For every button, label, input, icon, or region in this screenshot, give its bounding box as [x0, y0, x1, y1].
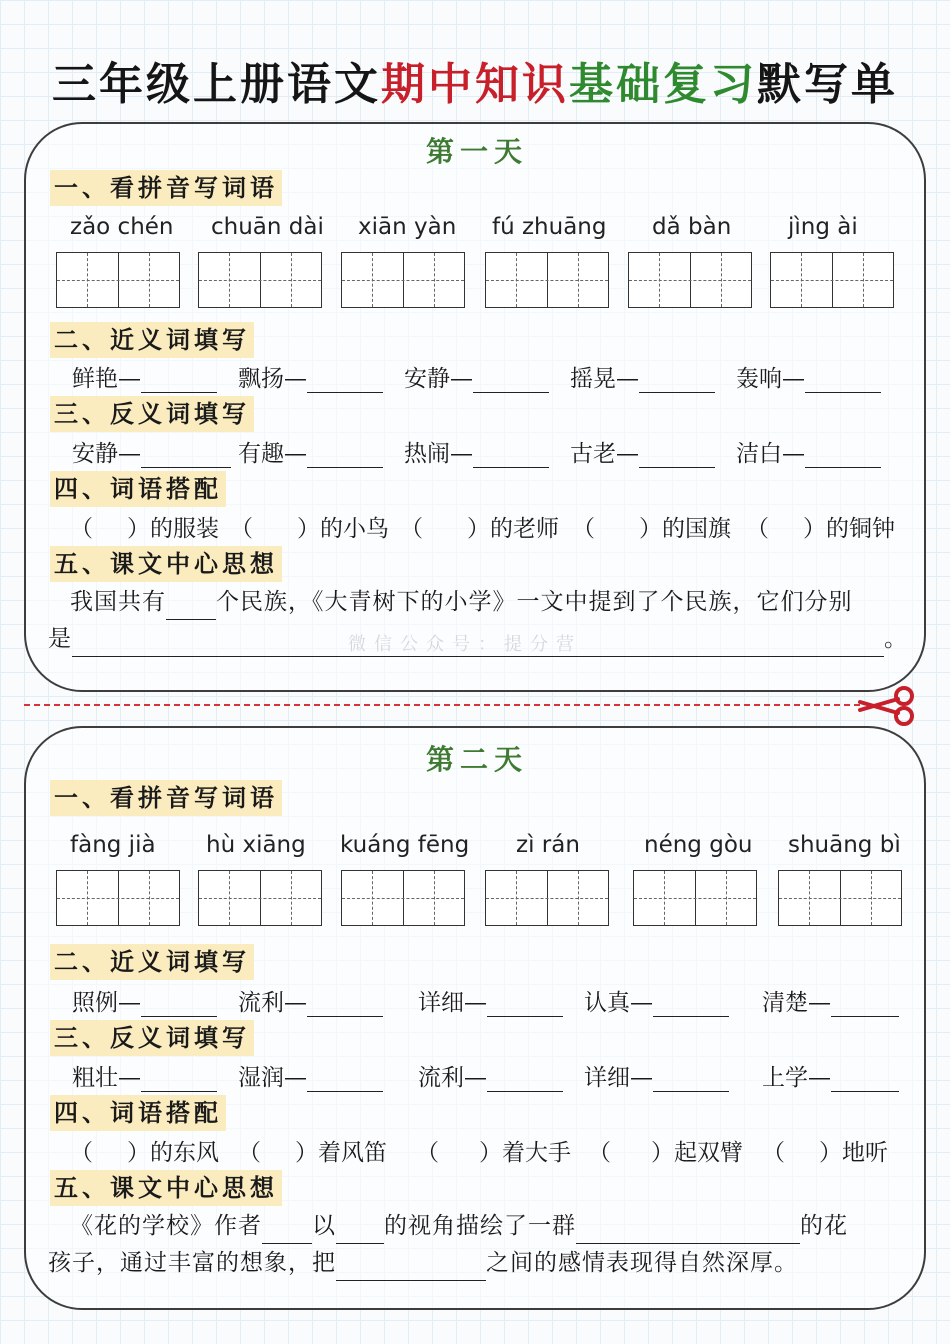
day2-writing-grid-5[interactable]: [633, 870, 757, 926]
antonym-word: 粗壮—: [72, 1065, 141, 1091]
day1-synonym-2: [238, 360, 383, 393]
day2-section5-title: 五、课文中心思想: [50, 1170, 282, 1206]
synonym-word: 清楚—: [762, 990, 831, 1016]
antonym-word: 流利—: [418, 1065, 487, 1091]
open-paren: （: [400, 516, 423, 542]
theme-text: 的视角描绘了一群: [384, 1213, 576, 1239]
answer-blank[interactable]: [141, 441, 231, 468]
title-part-3: 基础复习: [569, 59, 757, 110]
open-paren: （: [588, 1140, 611, 1166]
day1-antonym-5: [736, 435, 881, 468]
day1-match-4: [572, 510, 731, 543]
day2-synonym-4: [584, 984, 729, 1017]
synonym-word: 轰响—: [736, 366, 805, 392]
day2-antonym-5: [762, 1059, 899, 1092]
day2-theme-line2: [48, 1245, 798, 1281]
day1-antonym-4: [570, 435, 715, 468]
day1-section2-title: 二、近义词填写: [50, 322, 254, 358]
day2-antonym-1: [72, 1059, 217, 1092]
day1-match-5: [746, 510, 895, 543]
answer-blank[interactable]: [141, 366, 217, 393]
answer-blank[interactable]: [262, 1217, 312, 1244]
synonym-word: 认真—: [584, 990, 653, 1016]
day2-section4-title: 四、词语搭配: [50, 1095, 226, 1131]
theme-text: 个民族，《大青树下的小学》一文中提到了个民族，它们分别: [216, 589, 853, 615]
day1-section4-title: 四、词语搭配: [50, 471, 226, 507]
synonym-word: 摇晃—: [570, 366, 639, 392]
day2-title: 第二天: [425, 743, 528, 776]
match-phrase: ）的铜钟: [803, 516, 895, 542]
day1-writing-grid-2[interactable]: [198, 252, 322, 308]
synonym-word: 详细—: [418, 990, 487, 1016]
title-part-4: 默写单: [757, 59, 898, 110]
match-phrase: ）的老师: [467, 516, 559, 542]
day1-pinyin-5: dǎ bàn: [652, 214, 732, 240]
antonym-word: 有趣—: [238, 441, 307, 467]
day2-antonym-2: [238, 1059, 383, 1092]
open-paren: （: [572, 516, 595, 542]
match-phrase: ）的国旗: [639, 516, 731, 542]
answer-blank[interactable]: [473, 366, 549, 393]
title-part-1: 三年级上册语文: [52, 59, 381, 110]
antonym-word: 安静—: [72, 441, 141, 467]
day1-pinyin-4: fú zhuāng: [492, 214, 607, 240]
day1-section1-title: 一、看拼音写词语: [50, 170, 282, 206]
day1-pinyin-2: chuān dài: [211, 214, 324, 240]
open-paren: （: [230, 516, 253, 542]
answer-blank[interactable]: [805, 366, 881, 393]
day1-section3-title: 三、反义词填写: [50, 396, 254, 432]
answer-blank[interactable]: [141, 990, 217, 1017]
day1-pinyin-6: jìng ài: [788, 214, 858, 240]
day1-section5-title: 五、课文中心思想: [50, 546, 282, 582]
theme-text: 。: [884, 626, 908, 652]
day1-writing-grid-6[interactable]: [770, 252, 894, 308]
day1-writing-grid-1[interactable]: [56, 252, 180, 308]
day1-synonym-4: [570, 360, 715, 393]
answer-blank[interactable]: [831, 1065, 899, 1092]
day1-writing-grid-3[interactable]: [341, 252, 465, 308]
day1-writing-grid-4[interactable]: [485, 252, 609, 308]
day1-synonym-5: [736, 360, 881, 393]
day1-antonym-3: [404, 435, 549, 468]
day2-match-1: [70, 1134, 219, 1167]
theme-text: 《花的学校》作者: [70, 1213, 262, 1239]
day2-writing-grid-3[interactable]: [341, 870, 465, 926]
day1-synonym-1: [72, 360, 217, 393]
synonym-word: 安静—: [404, 366, 473, 392]
day2-theme-line1: [70, 1208, 848, 1244]
answer-blank[interactable]: [336, 1217, 384, 1244]
day1-antonym-1: [72, 435, 231, 468]
day1-pinyin-1: zǎo chén: [70, 214, 174, 240]
answer-blank[interactable]: [307, 990, 383, 1017]
page-title: [0, 48, 950, 112]
theme-text: 的花: [800, 1213, 848, 1239]
answer-blank[interactable]: [576, 1217, 800, 1244]
day2-pinyin-3: kuáng fēng: [340, 832, 470, 858]
open-paren: （: [238, 1140, 261, 1166]
antonym-word: 详细—: [584, 1065, 653, 1091]
day2-pinyin-6: shuāng bì: [788, 832, 901, 858]
day2-section3-title: 三、反义词填写: [50, 1020, 254, 1056]
day2-match-3: [416, 1134, 571, 1167]
scissors-icon: [856, 686, 922, 730]
answer-blank[interactable]: [307, 366, 383, 393]
watermark-text: 微信公众号：提分营: [348, 634, 582, 655]
answer-blank[interactable]: [653, 990, 729, 1017]
match-phrase: ）的小鸟: [297, 516, 389, 542]
theme-text: 以: [312, 1213, 336, 1239]
day1-match-3: [400, 510, 559, 543]
theme-text: 之间的感情表现得自然深厚。: [486, 1250, 798, 1276]
day2-section2-title: 二、近义词填写: [50, 944, 254, 980]
answer-blank[interactable]: [831, 990, 899, 1017]
answer-blank[interactable]: [805, 441, 881, 468]
open-paren: （: [70, 1140, 93, 1166]
day2-card: [24, 726, 926, 1310]
answer-blank[interactable]: [166, 593, 216, 620]
synonym-word: 照例—: [72, 990, 141, 1016]
answer-blank[interactable]: [473, 441, 549, 468]
day2-synonym-2: [238, 984, 383, 1017]
title-part-2: 期中知识: [381, 59, 569, 110]
day2-match-2: [238, 1134, 387, 1167]
theme-text: 孩子，通过丰富的想象，把: [48, 1250, 336, 1276]
open-paren: （: [762, 1140, 785, 1166]
day2-writing-grid-1[interactable]: [56, 870, 180, 926]
day1-match-2: [230, 510, 389, 543]
answer-blank[interactable]: [487, 1065, 563, 1092]
synonym-word: 鲜艳—: [72, 366, 141, 392]
day1-antonym-2: [238, 435, 383, 468]
answer-blank[interactable]: [307, 1065, 383, 1092]
theme-text: 我国共有: [70, 589, 166, 615]
open-paren: （: [416, 1140, 439, 1166]
match-phrase: ）着大手: [479, 1140, 571, 1166]
day2-pinyin-5: néng gòu: [644, 832, 753, 858]
answer-blank[interactable]: [653, 1065, 729, 1092]
day1-match-1: [70, 510, 219, 543]
antonym-word: 洁白—: [736, 441, 805, 467]
day1-synonym-3: [404, 360, 549, 393]
day2-pinyin-2: hù xiāng: [206, 832, 306, 858]
day2-writing-grid-6[interactable]: [778, 870, 902, 926]
answer-blank[interactable]: [639, 366, 715, 393]
answer-blank[interactable]: [487, 990, 563, 1017]
day2-antonym-3: [418, 1059, 563, 1092]
day1-card: [24, 122, 926, 692]
day1-theme-line1: [70, 584, 853, 620]
day2-writing-grid-2[interactable]: [198, 870, 322, 926]
answer-blank[interactable]: [336, 1254, 486, 1281]
day2-match-4: [588, 1134, 743, 1167]
match-phrase: ）的东风: [127, 1140, 219, 1166]
match-phrase: ）的服装: [127, 516, 219, 542]
match-phrase: ）起双臂: [651, 1140, 743, 1166]
day2-match-5: [762, 1134, 888, 1167]
theme-text: 是: [48, 626, 72, 652]
day2-synonym-3: [418, 984, 563, 1017]
cut-line: [24, 704, 860, 706]
antonym-word: 热闹—: [404, 441, 473, 467]
day2-antonym-4: [584, 1059, 729, 1092]
day2-pinyin-1: fàng jià: [70, 832, 156, 858]
day1-writing-grid-5[interactable]: [628, 252, 752, 308]
day2-pinyin-4: zì rán: [516, 832, 580, 858]
antonym-word: 古老—: [570, 441, 639, 467]
day1-pinyin-3: xiān yàn: [358, 214, 457, 240]
synonym-word: 飘扬—: [238, 366, 307, 392]
antonym-word: 湿润—: [238, 1065, 307, 1091]
day2-writing-grid-4[interactable]: [485, 870, 609, 926]
antonym-word: 上学—: [762, 1065, 831, 1091]
synonym-word: 流利—: [238, 990, 307, 1016]
match-phrase: ）地听: [819, 1140, 888, 1166]
answer-blank[interactable]: [307, 441, 383, 468]
answer-blank[interactable]: [639, 441, 715, 468]
day2-synonym-5: [762, 984, 899, 1017]
day1-title: 第一天: [425, 135, 528, 168]
day2-synonym-1: [72, 984, 217, 1017]
open-paren: （: [746, 516, 769, 542]
match-phrase: ）着风笛: [295, 1140, 387, 1166]
answer-blank[interactable]: [141, 1065, 217, 1092]
open-paren: （: [70, 516, 93, 542]
day2-section1-title: 一、看拼音写词语: [50, 780, 282, 816]
